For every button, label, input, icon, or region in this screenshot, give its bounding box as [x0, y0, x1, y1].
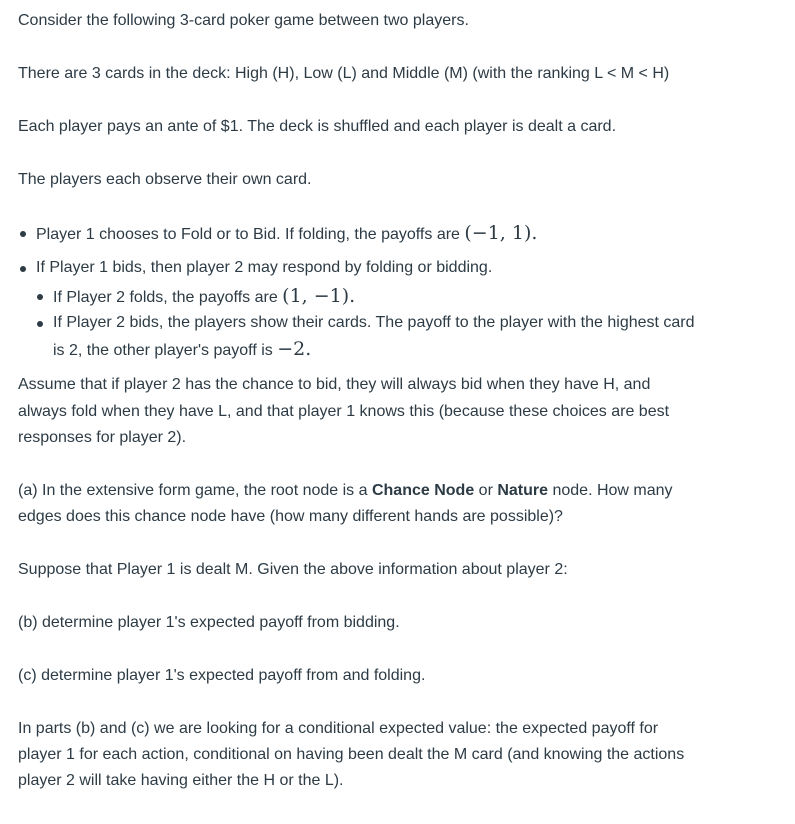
part-a-line-1 [18, 481, 673, 501]
sub-bullet-folds-text: If Player 2 folds, the payoffs are [53, 289, 283, 306]
intro-paragraph: Consider the following 3-card poker game between two players. [18, 12, 469, 29]
part-a-line-2: edges does this chance node have (how many different hands are possible)? [18, 508, 563, 525]
nature-term: Nature [497, 482, 549, 499]
bullet-player1-text: Player 1 chooses to Fold or to Bid. If folding, the payoffs are [36, 226, 465, 243]
chance-node-term: Chance Node [371, 482, 475, 499]
assume-line-2: always fold when they have L, and that player 1 knows this (because these choices are best [18, 403, 670, 420]
sub-bullet-player2-bids-line1: If Player 2 bids, the players show their cards. The payoff to the player with the highest card [53, 314, 695, 331]
sub-bullet-dot [37, 294, 43, 300]
observe-paragraph: The players each observe their own card. [18, 171, 312, 188]
assume-line-1: Assume that if player 2 has the chance to bid, they will always bid when they have H, and [18, 376, 651, 393]
sub-bullet-player2-bids-line2 [53, 339, 311, 361]
part-a-prefix: (a) In the extensive form game, the root node is a [18, 482, 372, 499]
payoff-p2-fold-math: (1, −1). [282, 285, 356, 307]
part-b-question: (b) determine player 1's expected payoff from bidding. [18, 614, 400, 631]
sub-bullet-bids-text: is 2, the other player's payoff is [53, 342, 278, 359]
final-line-1: In parts (b) and (c) we are looking for a conditional expected value: the expected payoff for [18, 720, 659, 737]
payoff-loser-math: −2. [277, 338, 312, 360]
final-line-3: player 2 will take having either the H or the L). [18, 772, 344, 789]
suppose-paragraph: Suppose that Player 1 is dealt M. Given the above information about player 2: [18, 561, 568, 578]
ante-paragraph: Each player pays an ante of $1. The deck is shuffled and each player is dealt a card. [18, 118, 617, 135]
payoff-fold-math: (−1, 1). [464, 222, 538, 244]
deck-paragraph: There are 3 cards in the deck: High (H), Low (L) and Middle (M) (with the ranking L < M < H) [18, 65, 670, 82]
sub-bullet-dot [37, 321, 43, 327]
final-line-2: player 1 for each action, conditional on having been dealt the M card (and knowing the actions [18, 746, 685, 763]
bullet-dot [20, 231, 26, 237]
bullet-dot [20, 266, 26, 272]
sub-bullet-player2-folds [53, 286, 355, 308]
part-a-or: or [474, 482, 498, 499]
bullet-player1-bids: If Player 1 bids, then player 2 may respond by folding or bidding. [36, 259, 493, 276]
bullet-player1-choice [36, 223, 537, 245]
part-a-suffix: node. How many [548, 482, 673, 499]
part-c-question: (c) determine player 1's expected payoff from and folding. [18, 667, 426, 684]
assume-line-3: responses for player 2). [18, 429, 187, 446]
